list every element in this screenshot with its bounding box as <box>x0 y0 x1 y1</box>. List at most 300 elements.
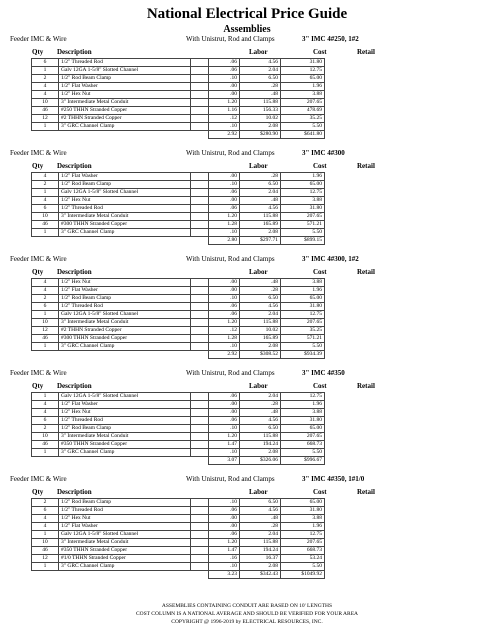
cost-cell: 165.89 <box>240 335 281 343</box>
description-cell: 1/2" Rod Beam Clamp <box>59 295 191 303</box>
labor-cell: 1.20 <box>209 213 240 221</box>
cost-cell: .48 <box>240 409 281 417</box>
labor-cell: 1.20 <box>209 99 240 107</box>
labor-cell: .00 <box>209 409 240 417</box>
total-blank <box>191 351 209 359</box>
table-row <box>32 343 325 351</box>
description-cell: #300 THHN Stranded Copper <box>59 221 191 229</box>
spacer-cell <box>191 99 209 107</box>
description-cell: 3" Intermediate Metal Conduit <box>59 319 191 327</box>
table-row <box>32 409 325 417</box>
table-row <box>32 401 325 409</box>
qty-cell: 1 <box>32 563 59 571</box>
retail-cell: 53.24 <box>281 555 325 563</box>
total-cost: $280.90 <box>240 131 281 139</box>
section-header <box>0 254 494 266</box>
retail-cell: 5.50 <box>281 563 325 571</box>
spacer-cell <box>191 441 209 449</box>
table-row <box>32 67 325 75</box>
qty-cell: 2 <box>32 295 59 303</box>
retail-cell: 35.25 <box>281 327 325 335</box>
description-cell: 1/2" Flat Washer <box>59 83 191 91</box>
labor-cell: .10 <box>209 343 240 351</box>
description-cell: Galv 12GA 1-5/8" Slotted Channel <box>59 311 191 319</box>
table-row <box>32 531 325 539</box>
cost-cell: 6.50 <box>240 75 281 83</box>
table-row <box>32 205 325 213</box>
labor-header: Labor <box>249 488 268 496</box>
labor-cell: .00 <box>209 279 240 287</box>
spacer-cell <box>191 531 209 539</box>
qty-cell: 12 <box>32 115 59 123</box>
items-table <box>31 172 325 245</box>
retail-cell: 3.88 <box>281 197 325 205</box>
cost-cell: 156.33 <box>240 107 281 115</box>
retail-cell: 31.80 <box>281 507 325 515</box>
total-blank <box>191 571 209 579</box>
total-row <box>32 571 325 579</box>
retail-cell: 207.65 <box>281 99 325 107</box>
qty-cell: 12 <box>32 555 59 563</box>
total-retail: $996.67 <box>281 457 325 465</box>
description-cell: 1/2" Rod Beam Clamp <box>59 425 191 433</box>
spacer-cell <box>191 229 209 237</box>
section-header <box>0 148 494 160</box>
labor-cell: .06 <box>209 417 240 425</box>
total-blank <box>59 457 191 465</box>
retail-cell: 12.75 <box>281 531 325 539</box>
labor-cell: .00 <box>209 401 240 409</box>
qty-cell: 1 <box>32 123 59 131</box>
cost-cell: 4.56 <box>240 417 281 425</box>
labor-cell: 1.47 <box>209 547 240 555</box>
total-retail: $641.80 <box>281 131 325 139</box>
total-blank <box>59 571 191 579</box>
description-cell: 3" GRC Channel Clamp <box>59 229 191 237</box>
spacer-cell <box>191 303 209 311</box>
qty-cell: 4 <box>32 279 59 287</box>
labor-cell: .00 <box>209 91 240 99</box>
spacer-cell <box>191 67 209 75</box>
description-cell: 1/2" Hex Nut <box>59 91 191 99</box>
qty-cell: 2 <box>32 425 59 433</box>
spacer-cell <box>191 335 209 343</box>
cost-cell: 4.56 <box>240 303 281 311</box>
description-header: Description <box>57 488 92 496</box>
description-cell: 1/2" Hex Nut <box>59 409 191 417</box>
labor-cell: .06 <box>209 507 240 515</box>
cost-cell: 6.50 <box>240 499 281 507</box>
cost-cell: .28 <box>240 83 281 91</box>
footer-line-conduit: ASSEMBLIES CONTAINING CONDUIT ARE BASED ON 10' LENGTHS <box>161 603 333 609</box>
table-row <box>32 181 325 189</box>
footer-line-cost: COST COLUMN IS A NATIONAL AVERAGE AND SHOULD BE VERIFIED FOR YOUR AREA <box>135 611 359 617</box>
table-row <box>32 507 325 515</box>
cost-cell: .48 <box>240 91 281 99</box>
retail-cell: 3.88 <box>281 409 325 417</box>
footer <box>0 602 494 626</box>
section-header <box>0 474 494 486</box>
description-cell: Galv 12GA 1-5/8" Slotted Channel <box>59 189 191 197</box>
labor-cell: .00 <box>209 515 240 523</box>
cost-cell: .28 <box>240 173 281 181</box>
cost-cell: 16.37 <box>240 555 281 563</box>
cost-header: Cost <box>313 488 327 496</box>
spacer-cell <box>191 107 209 115</box>
cost-cell: 115.88 <box>240 213 281 221</box>
spacer-cell <box>191 563 209 571</box>
table-row <box>32 59 325 67</box>
retail-cell: 1.96 <box>281 83 325 91</box>
labor-cell: .00 <box>209 523 240 531</box>
cost-cell: 115.88 <box>240 319 281 327</box>
spacer-cell <box>191 393 209 401</box>
table-row <box>32 91 325 99</box>
total-retail: $1049.92 <box>281 571 325 579</box>
qty-cell: 1 <box>32 449 59 457</box>
qty-cell: 2 <box>32 499 59 507</box>
section-method: With Unistrut, Rod and Clamps <box>186 35 275 43</box>
description-cell: 1/2" Rod Beam Clamp <box>59 75 191 83</box>
total-labor: 2.92 <box>209 351 240 359</box>
spacer-cell <box>191 311 209 319</box>
spacer-cell <box>191 279 209 287</box>
cost-cell: .48 <box>240 279 281 287</box>
spacer-cell <box>191 433 209 441</box>
section-method: With Unistrut, Rod and Clamps <box>186 475 275 483</box>
qty-cell: 4 <box>32 515 59 523</box>
qty-cell: 4 <box>32 287 59 295</box>
qty-cell: 1 <box>32 343 59 351</box>
assembly-section <box>0 148 494 245</box>
spacer-cell <box>191 173 209 181</box>
retail-header: Retail <box>357 382 375 390</box>
description-cell: 1/2" Flat Washer <box>59 401 191 409</box>
table-row <box>32 287 325 295</box>
description-cell: #1/0 THHN Stranded Copper <box>59 555 191 563</box>
section-header <box>0 34 494 46</box>
section-category: Feeder IMC & Wire <box>10 149 67 157</box>
total-cost: $342.43 <box>240 571 281 579</box>
retail-cell: 5.50 <box>281 123 325 131</box>
qty-cell: 46 <box>32 221 59 229</box>
labor-header: Labor <box>249 382 268 390</box>
description-cell: 3" GRC Channel Clamp <box>59 123 191 131</box>
description-cell: 3" Intermediate Metal Conduit <box>59 433 191 441</box>
table-row <box>32 311 325 319</box>
cost-cell: 4.56 <box>240 59 281 67</box>
table-row <box>32 499 325 507</box>
total-blank <box>32 237 59 245</box>
table-row <box>32 173 325 181</box>
table-row <box>32 99 325 107</box>
table-row <box>32 279 325 287</box>
cost-cell: .28 <box>240 287 281 295</box>
table-row <box>32 83 325 91</box>
spacer-cell <box>191 205 209 213</box>
qty-cell: 6 <box>32 303 59 311</box>
labor-cell: .06 <box>209 303 240 311</box>
labor-cell: .00 <box>209 173 240 181</box>
qty-cell: 10 <box>32 433 59 441</box>
qty-cell: 2 <box>32 75 59 83</box>
cost-cell: 2.08 <box>240 229 281 237</box>
retail-cell: 478.69 <box>281 107 325 115</box>
cost-cell: 2.08 <box>240 343 281 351</box>
total-blank <box>59 131 191 139</box>
qty-header: Qty <box>32 268 44 276</box>
cost-header: Cost <box>313 162 327 170</box>
retail-cell: 35.25 <box>281 115 325 123</box>
column-headers <box>0 486 494 498</box>
labor-cell: 1.20 <box>209 433 240 441</box>
table-row <box>32 189 325 197</box>
qty-cell: 1 <box>32 229 59 237</box>
description-cell: #350 THHN Stranded Copper <box>59 441 191 449</box>
labor-cell: 1.16 <box>209 107 240 115</box>
retail-cell: 668.73 <box>281 441 325 449</box>
table-row <box>32 335 325 343</box>
spacer-cell <box>191 213 209 221</box>
qty-cell: 10 <box>32 539 59 547</box>
labor-cell: .06 <box>209 67 240 75</box>
retail-cell: 12.75 <box>281 67 325 75</box>
spacer-cell <box>191 401 209 409</box>
description-cell: 3" Intermediate Metal Conduit <box>59 539 191 547</box>
items-table <box>31 58 325 139</box>
qty-cell: 46 <box>32 547 59 555</box>
spacer-cell <box>191 123 209 131</box>
spacer-cell <box>191 343 209 351</box>
total-cost: $308.52 <box>240 351 281 359</box>
cost-cell: 165.89 <box>240 221 281 229</box>
labor-cell: .10 <box>209 123 240 131</box>
retail-cell: 5.50 <box>281 449 325 457</box>
table-row <box>32 449 325 457</box>
cost-cell: .28 <box>240 401 281 409</box>
section-assembly-name: 3" IMC 4#300 <box>302 149 345 157</box>
description-cell: 1/2" Threaded Rod <box>59 205 191 213</box>
qty-cell: 4 <box>32 197 59 205</box>
spacer-cell <box>191 197 209 205</box>
retail-cell: 65.00 <box>281 181 325 189</box>
total-blank <box>59 237 191 245</box>
spacer-cell <box>191 507 209 515</box>
spacer-cell <box>191 83 209 91</box>
section-assembly-name: 3" IMC 4#250, 1#2 <box>302 35 359 43</box>
total-labor: 2.80 <box>209 237 240 245</box>
description-cell: #2 THHN Stranded Copper <box>59 115 191 123</box>
retail-cell: 207.65 <box>281 433 325 441</box>
description-cell: 3" Intermediate Metal Conduit <box>59 99 191 107</box>
cost-cell: 115.88 <box>240 433 281 441</box>
retail-cell: 3.88 <box>281 515 325 523</box>
description-header: Description <box>57 48 92 56</box>
description-cell: #2 THHN Stranded Copper <box>59 327 191 335</box>
description-cell: 1/2" Hex Nut <box>59 515 191 523</box>
retail-cell: 571.21 <box>281 221 325 229</box>
spacer-cell <box>191 547 209 555</box>
description-cell: Galv 12GA 1-5/8" Slotted Channel <box>59 67 191 75</box>
total-blank <box>191 237 209 245</box>
retail-cell: 65.00 <box>281 295 325 303</box>
qty-cell: 6 <box>32 59 59 67</box>
footer-line-copyright: COPYRIGHT @ 1996-2019 by ELECTRICAL RESOURCES, INC. <box>171 619 323 625</box>
description-cell: 1/2" Flat Washer <box>59 287 191 295</box>
retail-cell: 65.00 <box>281 499 325 507</box>
table-row <box>32 523 325 531</box>
labor-cell: 1.28 <box>209 335 240 343</box>
labor-cell: .10 <box>209 75 240 83</box>
spacer-cell <box>191 75 209 83</box>
qty-cell: 10 <box>32 319 59 327</box>
retail-header: Retail <box>357 48 375 56</box>
retail-header: Retail <box>357 268 375 276</box>
assembly-section <box>0 474 494 579</box>
description-cell: 3" GRC Channel Clamp <box>59 449 191 457</box>
table-row <box>32 441 325 449</box>
labor-cell: .06 <box>209 189 240 197</box>
retail-cell: 12.75 <box>281 311 325 319</box>
section-category: Feeder IMC & Wire <box>10 369 67 377</box>
description-header: Description <box>57 162 92 170</box>
qty-cell: 1 <box>32 393 59 401</box>
table-row <box>32 303 325 311</box>
description-cell: 1/2" Rod Beam Clamp <box>59 181 191 189</box>
description-cell: Galv 12GA 1-5/8" Slotted Channel <box>59 531 191 539</box>
qty-header: Qty <box>32 488 44 496</box>
cost-cell: 6.50 <box>240 425 281 433</box>
spacer-cell <box>191 319 209 327</box>
table-row <box>32 417 325 425</box>
total-blank <box>32 131 59 139</box>
spacer-cell <box>191 425 209 433</box>
cost-cell: 2.04 <box>240 311 281 319</box>
spacer-cell <box>191 523 209 531</box>
table-row <box>32 563 325 571</box>
qty-header: Qty <box>32 162 44 170</box>
qty-cell: 10 <box>32 99 59 107</box>
labor-cell: .06 <box>209 59 240 67</box>
cost-cell: 6.50 <box>240 181 281 189</box>
retail-cell: 65.00 <box>281 425 325 433</box>
section-header <box>0 368 494 380</box>
labor-cell: 1.28 <box>209 221 240 229</box>
retail-cell: 5.50 <box>281 229 325 237</box>
cost-cell: .48 <box>240 515 281 523</box>
table-row <box>32 107 325 115</box>
cost-cell: 115.88 <box>240 539 281 547</box>
cost-cell: 10.02 <box>240 115 281 123</box>
table-row <box>32 221 325 229</box>
table-row <box>32 319 325 327</box>
cost-cell: 4.56 <box>240 507 281 515</box>
qty-cell: 12 <box>32 327 59 335</box>
qty-cell: 46 <box>32 335 59 343</box>
description-cell: 1/2" Hex Nut <box>59 279 191 287</box>
spacer-cell <box>191 221 209 229</box>
labor-cell: .00 <box>209 287 240 295</box>
description-cell: 1/2" Flat Washer <box>59 523 191 531</box>
cost-cell: 194.24 <box>240 441 281 449</box>
total-blank <box>32 457 59 465</box>
description-cell: #300 THHN Stranded Copper <box>59 335 191 343</box>
table-row <box>32 327 325 335</box>
labor-cell: .10 <box>209 449 240 457</box>
labor-cell: 1.20 <box>209 319 240 327</box>
retail-cell: 5.50 <box>281 343 325 351</box>
total-cost: $326.06 <box>240 457 281 465</box>
page-title: National Electrical Price Guide <box>146 6 348 22</box>
assembly-section <box>0 368 494 465</box>
assembly-section <box>0 34 494 139</box>
spacer-cell <box>191 295 209 303</box>
column-headers <box>0 46 494 58</box>
labor-cell: .12 <box>209 115 240 123</box>
description-cell: 3" GRC Channel Clamp <box>59 343 191 351</box>
section-assembly-name: 3" IMC 4#350 <box>302 369 345 377</box>
table-row <box>32 425 325 433</box>
table-row <box>32 433 325 441</box>
retail-cell: 207.65 <box>281 213 325 221</box>
qty-cell: 1 <box>32 67 59 75</box>
section-assembly-name: 3" IMC 4#350, 1#1/0 <box>302 475 365 483</box>
section-category: Feeder IMC & Wire <box>10 35 67 43</box>
spacer-cell <box>191 449 209 457</box>
description-cell: #350 THHN Stranded Copper <box>59 547 191 555</box>
retail-cell: 1.96 <box>281 287 325 295</box>
spacer-cell <box>191 181 209 189</box>
total-labor: 2.92 <box>209 131 240 139</box>
qty-cell: 4 <box>32 91 59 99</box>
qty-cell: 2 <box>32 181 59 189</box>
labor-cell: .00 <box>209 83 240 91</box>
labor-cell: .10 <box>209 425 240 433</box>
description-cell: 1/2" Hex Nut <box>59 197 191 205</box>
section-category: Feeder IMC & Wire <box>10 475 67 483</box>
retail-cell: 1.96 <box>281 173 325 181</box>
retail-cell: 3.88 <box>281 91 325 99</box>
qty-cell: 46 <box>32 441 59 449</box>
description-header: Description <box>57 382 92 390</box>
qty-cell: 46 <box>32 107 59 115</box>
labor-cell: .06 <box>209 311 240 319</box>
retail-header: Retail <box>357 162 375 170</box>
total-labor: 3.23 <box>209 571 240 579</box>
column-headers <box>0 266 494 278</box>
cost-cell: 2.08 <box>240 449 281 457</box>
total-blank <box>59 351 191 359</box>
labor-header: Labor <box>249 162 268 170</box>
total-row <box>32 131 325 139</box>
table-row <box>32 295 325 303</box>
total-labor: 3.07 <box>209 457 240 465</box>
spacer-cell <box>191 91 209 99</box>
labor-cell: .00 <box>209 197 240 205</box>
total-retail: $934.39 <box>281 351 325 359</box>
spacer-cell <box>191 555 209 563</box>
description-cell: 3" Intermediate Metal Conduit <box>59 213 191 221</box>
cost-cell: 6.50 <box>240 295 281 303</box>
spacer-cell <box>191 499 209 507</box>
qty-cell: 4 <box>32 401 59 409</box>
description-cell: 3" GRC Channel Clamp <box>59 563 191 571</box>
retail-cell: 65.00 <box>281 75 325 83</box>
total-blank <box>32 571 59 579</box>
items-table <box>31 392 325 465</box>
spacer-cell <box>191 287 209 295</box>
qty-cell: 4 <box>32 523 59 531</box>
